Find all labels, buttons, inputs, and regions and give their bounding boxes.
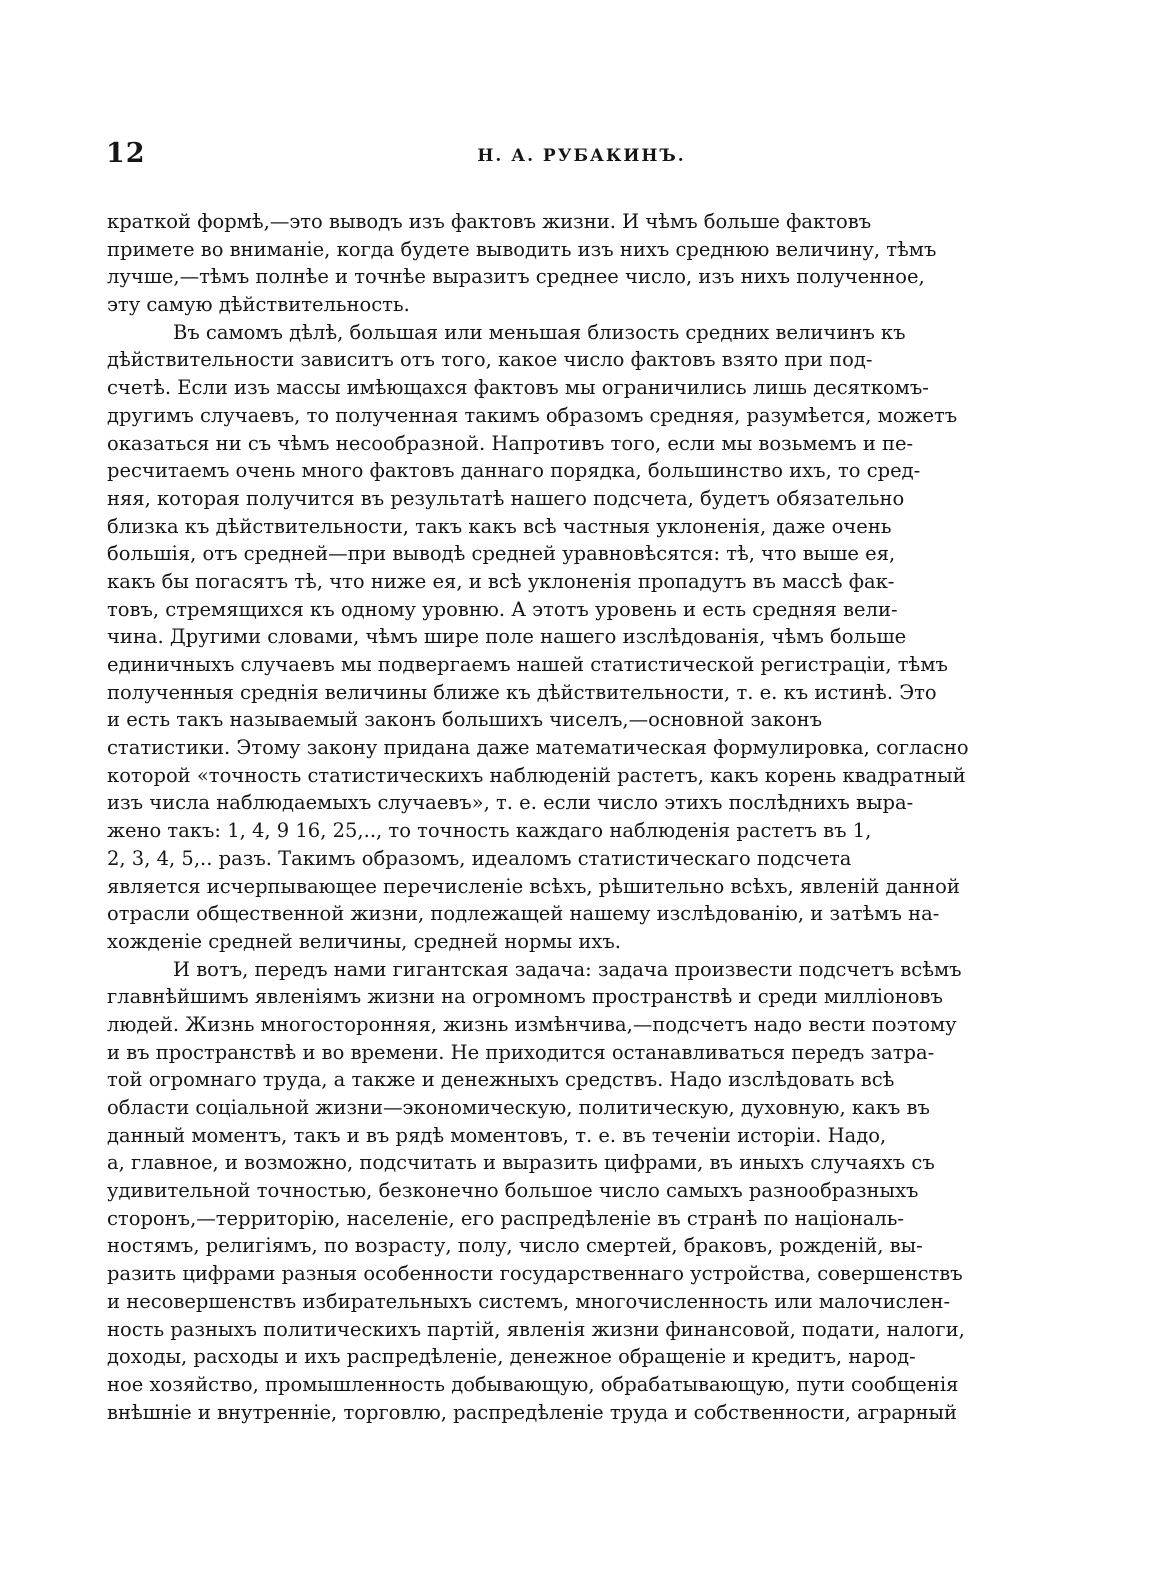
text-line: той огромнаго труда, а также и денежныхъ средствъ. Надо изслѣдовать всѣ xyxy=(107,1068,895,1092)
text-line: людей. Жизнь многосторонняя, жизнь измѣнчива,—подсчетъ надо вести поэтому xyxy=(107,1012,957,1036)
running-head: Н. А. РУБАКИНЪ. xyxy=(477,146,686,166)
text-line: жено такъ: 1, 4, 9 16, 25,.., то точность каждаго наблюденія растетъ въ 1, xyxy=(107,819,872,843)
text-line: ресчитаемъ очень много фактовъ даннаго порядка, большинство ихъ, то сред- xyxy=(107,459,921,483)
text-line: а, главное, и возможно, подсчитать и выразить цифрами, въ иныхъ случаяхъ съ xyxy=(107,1151,935,1175)
text-line: другимъ случаевъ, то полученная такимъ образомъ средняя, разумѣется, можетъ xyxy=(107,403,958,427)
text-line: статистики. Этому закону придана даже математическая формулировка, согласно xyxy=(107,736,969,760)
text-line: полученныя среднія величины ближе къ дѣйствительности, т. е. къ истинѣ. Это xyxy=(107,680,937,704)
text-line: данный моментъ, такъ и въ рядѣ моментовъ, т. е. въ теченіи исторіи. Надо, xyxy=(107,1123,887,1147)
text-line: которой «точность статистическихъ наблюденій растетъ, какъ корень квадратный xyxy=(107,763,966,787)
text-line: и несовершенствъ избирательныхъ системъ, многочисленность или малочислен- xyxy=(107,1289,951,1313)
text-line: краткой формѣ,—это выводъ изъ фактовъ жизни. И чѣмъ больше фактовъ xyxy=(107,210,872,233)
page-number: 12 xyxy=(106,138,146,169)
text-line: лучше,—тѣмъ полнѣе и точнѣе выразитъ среднее число, изъ нихъ полученное, xyxy=(107,265,925,289)
text-line: ность разныхъ политическихъ партій, явленія жизни финансовой, подати, налоги, xyxy=(107,1317,965,1341)
text-line: главнѣйшимъ явленіямъ жизни на огромномъ пространствѣ и среди милліоновъ xyxy=(107,985,943,1009)
text-line: области соціальной жизни—экономическую, политическую, духовную, какъ въ xyxy=(107,1096,930,1119)
text-line: хожденіе средней величины, средней нормы ихъ. xyxy=(107,929,621,953)
text-line: доходы, расходы и ихъ распредѣленіе, денежное обращеніе и кредитъ, народ- xyxy=(107,1345,916,1369)
text-line: удивительной точностью, безконечно большое число самыхъ разнообразныхъ xyxy=(107,1179,919,1203)
text-line: оказаться ни съ чѣмъ несообразной. Напротивъ того, если мы возьмемъ и пе- xyxy=(107,431,914,455)
text-line: ностямъ, религіямъ, по возрасту, полу, число смертей, браковъ, рожденій, вы- xyxy=(107,1234,923,1258)
text-line: изъ числа наблюдаемыхъ случаевъ», т. е. если число этихъ послѣднихъ выра- xyxy=(107,791,914,815)
text-line: разить цифрами разныя особенности государственнаго устройства, совершенствъ xyxy=(107,1262,963,1286)
text-line: является исчерпывающее перечисленіе всѣхъ, рѣшительно всѣхъ, явленій данной xyxy=(107,874,960,898)
text-line: отрасли общественной жизни, подлежащей нашему изслѣдованію, и затѣмъ на- xyxy=(107,902,940,926)
text-line: какъ бы погасятъ тѣ, что ниже ея, и всѣ уклоненія пропадутъ въ массѣ фак- xyxy=(107,569,895,593)
paragraph xyxy=(107,956,979,1427)
text-line: 2, 3, 4, 5,.. разъ. Такимъ образомъ, идеаломъ статистическаго подсчета xyxy=(107,846,852,870)
text-line: И вотъ, передъ нами гигантская задача: задача произвести подсчетъ всѣмъ xyxy=(173,957,962,981)
text-line: единичныхъ случаевъ мы подвергаемъ нашей статистической регистраціи, тѣмъ xyxy=(107,653,948,676)
text-line: внѣшніе и внутренніе, торговлю, распредѣленіе труда и собственности, аграрный xyxy=(107,1400,958,1424)
text-line: дѣйствительности зависитъ отъ того, какое число фактовъ взято при под- xyxy=(107,348,873,372)
text-line: товъ, стремящихся къ одному уровню. А этотъ уровень и есть средняя вели- xyxy=(107,597,898,621)
text-line: большія, отъ средней—при выводѣ средней уравновѣсятся: тѣ, что выше ея, xyxy=(107,542,896,566)
text-line: примете во вниманіе, когда будете выводить изъ нихъ среднюю величину, тѣмъ xyxy=(107,237,937,261)
text-line: няя, которая получится въ результатѣ нашего подсчета, будетъ обязательно xyxy=(107,486,905,510)
paragraph xyxy=(107,319,979,956)
text-line: счетѣ. Если изъ массы имѣющахся фактовъ мы ограничились лишь десяткомъ- xyxy=(107,376,929,400)
paragraph xyxy=(107,208,979,319)
text-line: сторонъ,—территорію, населеніе, его распредѣленіе въ странѣ по національ- xyxy=(107,1206,904,1230)
text-line: близка къ дѣйствительности, такъ какъ всѣ частныя уклоненія, даже очень xyxy=(107,514,892,538)
text-line: эту самую дѣйствительность. xyxy=(107,293,410,317)
text-line: чина. Другими словами, чѣмъ шире поле нашего изслѣдованія, чѣмъ больше xyxy=(107,625,907,649)
body-text xyxy=(107,208,979,1426)
text-line: ное хозяйство, промышленность добывающую, обрабатывающую, пути сообщенія xyxy=(107,1372,959,1396)
text-line: и въ пространствѣ и во времени. Не приходится останавливаться передъ затра- xyxy=(107,1040,935,1064)
text-line: Въ самомъ дѣлѣ, большая или меньшая близость средних величинъ къ xyxy=(173,320,906,344)
text-line: и есть такъ называемый законъ большихъ чиселъ,—основной законъ xyxy=(107,708,823,732)
